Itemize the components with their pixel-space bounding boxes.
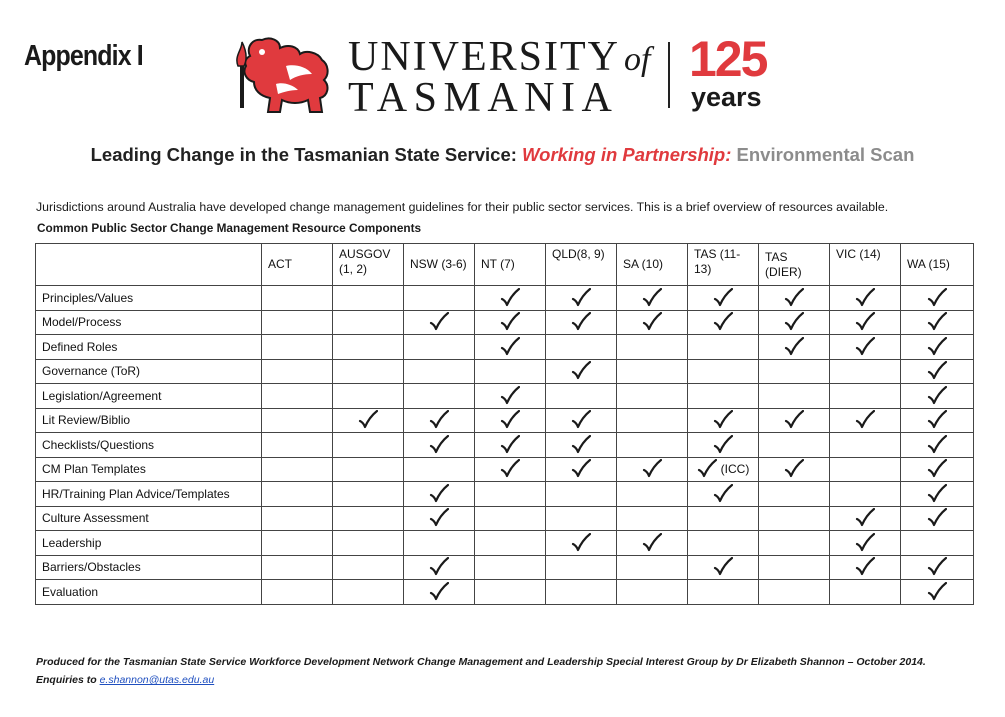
- table-cell: [404, 359, 475, 384]
- table-cell: [546, 457, 617, 482]
- table-cell: [475, 531, 546, 556]
- table-cell: [617, 531, 688, 556]
- university-of: of: [623, 41, 651, 78]
- table-cell: [830, 359, 901, 384]
- checkmark-icon: [429, 484, 449, 504]
- table-cell: [759, 482, 830, 507]
- checkmark-icon: [855, 288, 875, 308]
- university-word: UNIVERSITY: [348, 34, 620, 80]
- table-cell: [404, 433, 475, 458]
- table-cell: [830, 408, 901, 433]
- table-row: [36, 482, 974, 507]
- checkmark-icon: [571, 459, 591, 479]
- table-row: [36, 457, 974, 482]
- table-cell: [475, 457, 546, 482]
- row-label: Lit Review/Biblio: [36, 408, 262, 433]
- table-row: [36, 580, 974, 605]
- column-header: VIC (14): [830, 244, 901, 286]
- table-cell: [688, 335, 759, 360]
- row-label: Model/Process: [36, 310, 262, 335]
- checkmark-icon: [927, 459, 947, 479]
- checkmark-icon: [784, 459, 804, 479]
- email-link[interactable]: e.shannon@utas.edu.au: [99, 674, 215, 686]
- row-label: Barriers/Obstacles: [36, 555, 262, 580]
- row-label: Governance (ToR): [36, 359, 262, 384]
- table-cell: [262, 335, 333, 360]
- table-cell: [262, 531, 333, 556]
- checkmark-icon: [697, 459, 717, 479]
- table-cell: [475, 482, 546, 507]
- column-header: SA (10): [617, 244, 688, 286]
- anniversary-word: years: [691, 82, 762, 112]
- row-label: Culture Assessment: [36, 506, 262, 531]
- column-header: NT (7): [475, 244, 546, 286]
- checkmark-icon: [927, 337, 947, 357]
- table-cell: [333, 531, 404, 556]
- title-part-1: Leading Change in the Tasmanian State Service:: [90, 144, 523, 165]
- table-cell: [333, 310, 404, 335]
- checkmark-icon: [855, 508, 875, 528]
- table-row: [36, 335, 974, 360]
- checkmark-icon: [500, 386, 520, 406]
- checkmark-icon: [855, 410, 875, 430]
- table-cell: [830, 506, 901, 531]
- enquiries-label: Enquiries to: [36, 674, 100, 686]
- table-cell: [546, 531, 617, 556]
- table-cell: [688, 506, 759, 531]
- checkmark-icon: [927, 435, 947, 455]
- table-cell: [901, 506, 974, 531]
- table-cell: [475, 384, 546, 409]
- table-cell: [901, 384, 974, 409]
- table-cell: [475, 335, 546, 360]
- table-cell: [759, 384, 830, 409]
- table-cell: [333, 580, 404, 605]
- table-cell: [901, 531, 974, 556]
- table-cell: [901, 457, 974, 482]
- table-cell: [546, 286, 617, 311]
- checkmark-icon: [500, 410, 520, 430]
- table-cell: [688, 359, 759, 384]
- title-part-3: Environmental Scan: [736, 144, 915, 165]
- table-cell: [759, 433, 830, 458]
- table-cell: [475, 310, 546, 335]
- checkmark-icon: [713, 312, 733, 332]
- checkmark-icon: [571, 288, 591, 308]
- table-cell: [546, 408, 617, 433]
- table-cell: [546, 359, 617, 384]
- table-cell: [830, 310, 901, 335]
- table-cell: [546, 506, 617, 531]
- column-header: WA (15): [901, 244, 974, 286]
- row-label: Principles/Values: [36, 286, 262, 311]
- row-label: Evaluation: [36, 580, 262, 605]
- checkmark-icon: [429, 312, 449, 332]
- table-cell: [617, 457, 688, 482]
- table-cell: [546, 433, 617, 458]
- table-row: [36, 359, 974, 384]
- checkmark-icon: [571, 361, 591, 381]
- table-cell: [901, 482, 974, 507]
- checkmark-icon: [500, 337, 520, 357]
- table-cell: [262, 408, 333, 433]
- table-cell: [901, 555, 974, 580]
- table-body: [36, 286, 974, 605]
- row-label: Legislation/Agreement: [36, 384, 262, 409]
- checkmark-icon: [713, 288, 733, 308]
- lion-crest-icon: [236, 34, 336, 118]
- checkmark-icon: [784, 337, 804, 357]
- table-cell: [830, 531, 901, 556]
- table-cell: [830, 482, 901, 507]
- checkmark-icon: [855, 337, 875, 357]
- checkmark-icon: [571, 410, 591, 430]
- table-cell: [759, 286, 830, 311]
- checkmark-icon: [784, 288, 804, 308]
- column-header: QLD(8, 9): [546, 244, 617, 286]
- checkmark-icon: [429, 435, 449, 455]
- table-cell: [262, 286, 333, 311]
- header-corner-cell: [36, 244, 262, 286]
- table-cell: [475, 555, 546, 580]
- table-cell: [404, 310, 475, 335]
- header-divider: [668, 42, 670, 108]
- table-cell: [617, 506, 688, 531]
- column-header: NSW (3-6): [404, 244, 475, 286]
- table-cell: [688, 457, 759, 482]
- table-row: [36, 310, 974, 335]
- table-cell: [262, 310, 333, 335]
- table-cell: [475, 408, 546, 433]
- row-label: Checklists/Questions: [36, 433, 262, 458]
- checkmark-icon: [642, 459, 662, 479]
- table-cell: [333, 506, 404, 531]
- table-cell: [333, 335, 404, 360]
- table-cell: [688, 310, 759, 335]
- table-cell: [617, 555, 688, 580]
- cell-note: (ICC): [720, 462, 750, 477]
- row-label: CM Plan Templates: [36, 457, 262, 482]
- row-label: Defined Roles: [36, 335, 262, 360]
- row-label: HR/Training Plan Advice/Templates: [36, 482, 262, 507]
- table-cell: [901, 335, 974, 360]
- table-cell: [759, 531, 830, 556]
- table-cell: [404, 580, 475, 605]
- checkmark-icon: [429, 582, 449, 602]
- checkmark-icon: [429, 508, 449, 528]
- table-cell: [475, 506, 546, 531]
- table-cell: [262, 384, 333, 409]
- table-cell: [759, 555, 830, 580]
- table-cell: [688, 408, 759, 433]
- checkmark-icon: [642, 288, 662, 308]
- table-caption: Common Public Sector Change Management Resource Components: [37, 221, 422, 235]
- table-cell: [404, 408, 475, 433]
- table-cell: [617, 408, 688, 433]
- table-cell: [830, 433, 901, 458]
- page-title: [0, 144, 1005, 166]
- table-cell: [546, 580, 617, 605]
- table-row: [36, 384, 974, 409]
- checkmark-icon: [642, 312, 662, 332]
- table-cell: [759, 408, 830, 433]
- table-cell: [404, 286, 475, 311]
- intro-paragraph: Jurisdictions around Australia have developed change management guidelines for their public sector services. This is a brief overview of resources available.: [36, 200, 889, 214]
- table-cell: [830, 335, 901, 360]
- checkmark-icon: [927, 386, 947, 406]
- checkmark-icon: [571, 312, 591, 332]
- table-row: [36, 531, 974, 556]
- table-cell: [617, 433, 688, 458]
- table-cell: [901, 359, 974, 384]
- table-cell: [617, 310, 688, 335]
- checkmark-icon: [927, 557, 947, 577]
- checkmark-icon: [927, 508, 947, 528]
- footer-credit: Produced for the Tasmanian State Service Workforce Development Network Change Management and Leadership Special Interest Group by Dr Elizabeth Shannon – October 2014.: [36, 656, 926, 668]
- title-part-2: Working in Partnership:: [522, 144, 737, 165]
- table-cell: [333, 384, 404, 409]
- checkmark-icon: [713, 410, 733, 430]
- table-cell: [475, 359, 546, 384]
- table-cell: [759, 359, 830, 384]
- table-cell: [404, 531, 475, 556]
- table-cell: [688, 555, 759, 580]
- table-cell: [262, 359, 333, 384]
- table-cell: [333, 555, 404, 580]
- table-cell: [333, 286, 404, 311]
- row-label: Leadership: [36, 531, 262, 556]
- table-cell: [333, 433, 404, 458]
- table-cell: [546, 482, 617, 507]
- table-cell: [333, 359, 404, 384]
- table-row: [36, 286, 974, 311]
- table-cell: [262, 457, 333, 482]
- column-header: TAS (11-13): [688, 244, 759, 286]
- column-header: AUSGOV (1, 2): [333, 244, 404, 286]
- checkmark-icon: [927, 361, 947, 381]
- table-cell: [333, 482, 404, 507]
- table-cell: [404, 384, 475, 409]
- checkmark-icon: [855, 312, 875, 332]
- checkmark-icon: [927, 312, 947, 332]
- table-cell: [759, 506, 830, 531]
- table-cell: [901, 408, 974, 433]
- checkmark-icon: [713, 557, 733, 577]
- table-row: [36, 408, 974, 433]
- checkmark-icon: [500, 459, 520, 479]
- table-row: [36, 506, 974, 531]
- table-cell: [617, 359, 688, 384]
- checkmark-icon: [927, 410, 947, 430]
- table-cell: [546, 310, 617, 335]
- table-cell: [688, 286, 759, 311]
- checkmark-icon: [784, 312, 804, 332]
- checkmark-icon: [713, 484, 733, 504]
- table-cell: [475, 580, 546, 605]
- table-cell: [688, 384, 759, 409]
- anniversary-number: 125: [689, 31, 767, 87]
- table-cell: [475, 286, 546, 311]
- column-header: ACT: [262, 244, 333, 286]
- table-cell: [830, 457, 901, 482]
- table-cell: [262, 433, 333, 458]
- table-cell: [688, 531, 759, 556]
- table-cell: [830, 580, 901, 605]
- table-cell: [688, 482, 759, 507]
- checkmark-icon: [855, 557, 875, 577]
- checkmark-icon: [927, 484, 947, 504]
- table-cell: [617, 384, 688, 409]
- table-cell: [262, 555, 333, 580]
- table-cell: [901, 310, 974, 335]
- table-cell: [617, 286, 688, 311]
- table-header-row: [36, 244, 974, 286]
- checkmark-icon: [784, 410, 804, 430]
- table-cell: [404, 457, 475, 482]
- table-cell: [901, 433, 974, 458]
- checkmark-icon: [927, 288, 947, 308]
- table-cell: [759, 580, 830, 605]
- table-cell: [901, 580, 974, 605]
- table-cell: [333, 457, 404, 482]
- table-cell: [262, 506, 333, 531]
- checkmark-icon: [642, 533, 662, 553]
- table-cell: [475, 433, 546, 458]
- table-cell: [759, 457, 830, 482]
- table-cell: [688, 433, 759, 458]
- table-cell: [404, 335, 475, 360]
- table-cell: [688, 580, 759, 605]
- checkmark-icon: [713, 435, 733, 455]
- table-cell: [617, 482, 688, 507]
- checkmark-icon: [500, 312, 520, 332]
- table-cell: [830, 286, 901, 311]
- table-cell: [262, 580, 333, 605]
- table-cell: [262, 482, 333, 507]
- university-name-line2: TASMANIA: [348, 75, 619, 121]
- checkmark-icon: [500, 435, 520, 455]
- table-cell: [546, 384, 617, 409]
- checkmark-icon: [358, 410, 378, 430]
- column-header: TAS (DIER): [759, 244, 830, 286]
- appendix-label: Appendix I: [24, 40, 143, 72]
- checkmark-icon: [927, 582, 947, 602]
- checkmark-icon: [571, 435, 591, 455]
- table-cell: [617, 580, 688, 605]
- table-cell: [830, 555, 901, 580]
- checkmark-icon: [500, 288, 520, 308]
- table-cell: [333, 408, 404, 433]
- table-row: [36, 555, 974, 580]
- checkmark-icon: [571, 533, 591, 553]
- table-cell: [546, 555, 617, 580]
- table-cell: [759, 335, 830, 360]
- checkmark-icon: [429, 410, 449, 430]
- checkmark-icon: [855, 533, 875, 553]
- table-cell: [617, 335, 688, 360]
- checkmark-icon: [429, 557, 449, 577]
- table-cell: [901, 286, 974, 311]
- table-cell: [546, 335, 617, 360]
- table-cell: [759, 310, 830, 335]
- table-row: [36, 433, 974, 458]
- footer-enquiries: [36, 674, 214, 686]
- table-cell: [404, 482, 475, 507]
- table-cell: [830, 384, 901, 409]
- table-cell: [404, 555, 475, 580]
- resource-components-table: [35, 243, 974, 605]
- table-cell: [404, 506, 475, 531]
